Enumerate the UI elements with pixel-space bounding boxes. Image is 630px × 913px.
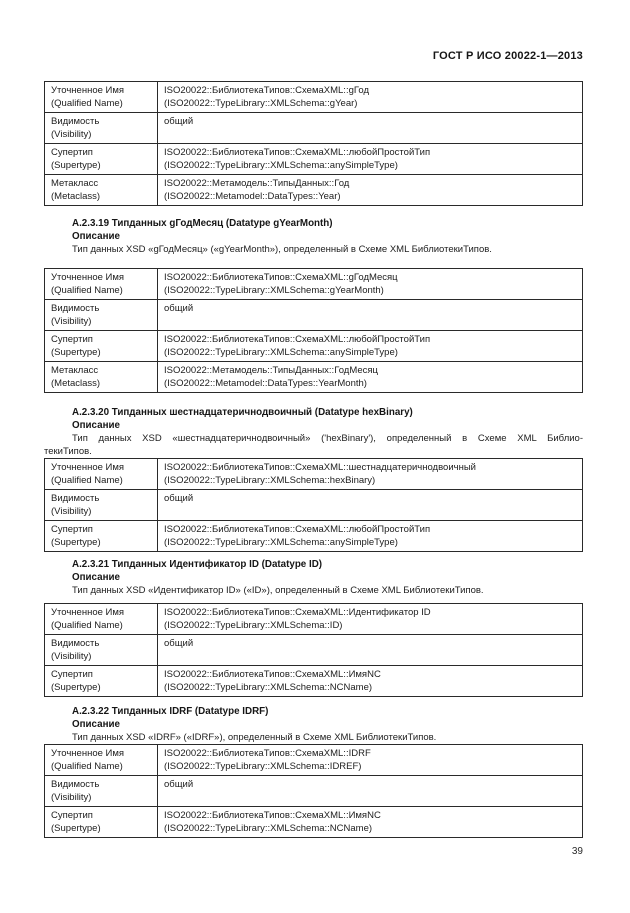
value-line: (ISO20022::Metamodel::DataTypes::YearMonth) xyxy=(164,377,367,389)
label-line: Уточненное Имя xyxy=(51,607,125,618)
value-line: ISO20022::БиблиотекаТипов::СхемаXML::gГод xyxy=(164,85,369,96)
row-label-cell xyxy=(45,113,158,144)
row-label-cell xyxy=(45,604,158,635)
table-row xyxy=(45,807,583,838)
value-line: ISO20022::БиблиотекаТипов::СхемаXML::любойПростойТип xyxy=(164,334,431,345)
row-label-cell xyxy=(45,745,158,776)
table-row xyxy=(45,175,583,206)
value-line: (ISO20022::TypeLibrary::XMLSchema::IDREF) xyxy=(164,760,362,772)
row-label-cell xyxy=(45,459,158,490)
section-subheading: Описание xyxy=(72,572,120,583)
datatype-table-gyearmonth xyxy=(44,268,583,393)
value-line: ISO20022::БиблиотекаТипов::СхемаXML::IDRF xyxy=(164,748,371,759)
section-subheading: Описание xyxy=(72,420,120,431)
row-value-cell xyxy=(158,113,583,144)
row-value-cell xyxy=(158,604,583,635)
section-subheading: Описание xyxy=(72,231,120,242)
row-value-cell xyxy=(158,144,583,175)
value-line: ISO20022::Метамодель::ТипыДанных::Год xyxy=(164,178,350,189)
table-row xyxy=(45,604,583,635)
section-a2321 xyxy=(44,558,583,597)
label-line: (Qualified Name) xyxy=(51,619,123,631)
label-line: Видимость xyxy=(51,493,100,504)
value-line: (ISO20022::TypeLibrary::XMLSchema::hexBinary) xyxy=(164,474,376,486)
label-line: (Visibility) xyxy=(51,505,92,517)
value-line: (ISO20022::TypeLibrary::XMLSchema::anySimpleType) xyxy=(164,536,398,548)
row-value-cell xyxy=(158,635,583,666)
table-row xyxy=(45,490,583,521)
label-line: (Metaclass) xyxy=(51,377,101,389)
section-heading: A.2.3.21 Типданных Идентификатор ID (Datatype ID) xyxy=(72,559,323,570)
label-line: (Supertype) xyxy=(51,159,101,171)
value-line: общий xyxy=(164,116,194,127)
row-value-cell xyxy=(158,807,583,838)
row-label-cell xyxy=(45,666,158,697)
label-line: (Qualified Name) xyxy=(51,760,123,772)
page-number: 39 xyxy=(571,846,583,857)
table-row xyxy=(45,300,583,331)
section-body: Тип данных XSD «Идентификатор ID» («ID»), определенный в Схеме XML БиблиотекиТипов. xyxy=(72,585,484,596)
section-a2319 xyxy=(44,217,583,256)
label-line: Видимость xyxy=(51,638,100,649)
section-body-line: Тип данных XSD «шестнадцатеричнодвоичный» ('hexBinary'), определенный в Схеме XML Библио- xyxy=(72,433,583,444)
value-line: общий xyxy=(164,779,194,790)
value-line: (ISO20022::Metamodel::DataTypes::Year) xyxy=(164,190,341,202)
value-line: (ISO20022::TypeLibrary::XMLSchema::anySimpleType) xyxy=(164,159,398,171)
value-line: ISO20022::БиблиотекаТипов::СхемаXML::любойПростойТип xyxy=(164,524,431,535)
label-line: Уточненное Имя xyxy=(51,748,125,759)
label-line: Метакласс xyxy=(51,365,99,376)
row-value-cell xyxy=(158,82,583,113)
standard-designation: ГОСТ Р ИСО 20022-1—2013 xyxy=(432,50,583,62)
label-line: (Supertype) xyxy=(51,681,101,693)
label-line: Метакласс xyxy=(51,178,99,189)
value-line: ISO20022::БиблиотекаТипов::СхемаXML::gГодМесяц xyxy=(164,272,398,283)
label-line: (Supertype) xyxy=(51,346,101,358)
label-line: Супертип xyxy=(51,810,93,821)
value-line: (ISO20022::TypeLibrary::XMLSchema::gYear) xyxy=(164,97,358,109)
section-subheading: Описание xyxy=(72,719,120,730)
row-value-cell xyxy=(158,459,583,490)
value-line: общий xyxy=(164,303,194,314)
table-row xyxy=(45,362,583,393)
label-line: (Supertype) xyxy=(51,536,101,548)
row-value-cell xyxy=(158,521,583,552)
row-label-cell xyxy=(45,300,158,331)
section-heading: A.2.3.19 Типданных gГодМесяц (Datatype gYearMonth) xyxy=(72,218,333,229)
section-a2322 xyxy=(44,705,583,744)
label-line: Видимость xyxy=(51,779,100,790)
label-line: (Metaclass) xyxy=(51,190,101,202)
label-line: (Visibility) xyxy=(51,315,92,327)
label-line: (Qualified Name) xyxy=(51,474,123,486)
row-label-cell xyxy=(45,331,158,362)
table-row xyxy=(45,666,583,697)
row-label-cell xyxy=(45,144,158,175)
datatype-table-hexbinary xyxy=(44,458,583,552)
label-line: Супертип xyxy=(51,669,93,680)
label-line: Видимость xyxy=(51,116,100,127)
table-row xyxy=(45,521,583,552)
row-label-cell xyxy=(45,776,158,807)
row-value-cell xyxy=(158,776,583,807)
value-line: (ISO20022::TypeLibrary::XMLSchema::NCName) xyxy=(164,822,373,834)
row-label-cell xyxy=(45,269,158,300)
label-line: Уточненное Имя xyxy=(51,85,125,96)
row-label-cell xyxy=(45,175,158,206)
row-value-cell xyxy=(158,269,583,300)
row-label-cell xyxy=(45,82,158,113)
value-line: (ISO20022::TypeLibrary::XMLSchema::NCName) xyxy=(164,681,373,693)
row-label-cell xyxy=(45,490,158,521)
label-line: Уточненное Имя xyxy=(51,272,125,283)
label-line: (Qualified Name) xyxy=(51,284,123,296)
row-label-cell xyxy=(45,807,158,838)
value-line: ISO20022::БиблиотекаТипов::СхемаXML::шестнадцатеричнодвоичный xyxy=(164,462,476,473)
row-label-cell xyxy=(45,635,158,666)
row-value-cell xyxy=(158,666,583,697)
value-line: ISO20022::Метамодель::ТипыДанных::ГодМесяц xyxy=(164,365,378,376)
table-row xyxy=(45,745,583,776)
section-a2320 xyxy=(44,406,583,458)
row-value-cell xyxy=(158,300,583,331)
datatype-table-idref xyxy=(44,744,583,838)
label-line: Супертип xyxy=(51,524,93,535)
label-line: Уточненное Имя xyxy=(51,462,125,473)
table-row xyxy=(45,269,583,300)
table-row xyxy=(45,144,583,175)
label-line: (Qualified Name) xyxy=(51,97,123,109)
row-value-cell xyxy=(158,745,583,776)
row-value-cell xyxy=(158,362,583,393)
label-line: (Visibility) xyxy=(51,791,92,803)
value-line: (ISO20022::TypeLibrary::XMLSchema::gYearMonth) xyxy=(164,284,384,296)
datatype-table-gyear xyxy=(44,81,583,206)
value-line: (ISO20022::TypeLibrary::XMLSchema::ID) xyxy=(164,619,343,631)
value-line: (ISO20022::TypeLibrary::XMLSchema::anySimpleType) xyxy=(164,346,398,358)
section-body-line: текиТипов. xyxy=(44,446,92,457)
section-body: Тип данных XSD «IDRF» («IDRF»), определенный в Схеме XML БиблиотекиТипов. xyxy=(72,732,437,743)
section-heading: A.2.3.22 Типданных IDRF (Datatype IDRF) xyxy=(72,706,269,717)
section-body: Тип данных XSD «gГодМесяц» («gYearMonth»), определенный в Схеме XML БиблиотекиТипов. xyxy=(72,244,492,255)
label-line: Супертип xyxy=(51,147,93,158)
table-row xyxy=(45,459,583,490)
row-label-cell xyxy=(45,521,158,552)
value-line: ISO20022::БиблиотекаТипов::СхемаXML::ИмяNC xyxy=(164,810,381,821)
datatype-table-id xyxy=(44,603,583,697)
value-line: ISO20022::БиблиотекаТипов::СхемаXML::Идентификатор ID xyxy=(164,607,431,618)
value-line: общий xyxy=(164,638,194,649)
row-value-cell xyxy=(158,490,583,521)
label-line: (Visibility) xyxy=(51,650,92,662)
table-row xyxy=(45,82,583,113)
label-line: (Supertype) xyxy=(51,822,101,834)
row-value-cell xyxy=(158,331,583,362)
page-footer xyxy=(44,846,583,859)
section-heading: A.2.3.20 Типданных шестнадцатеричнодвоичный (Datatype hexBinary) xyxy=(72,407,413,418)
label-line: Супертип xyxy=(51,334,93,345)
table-row xyxy=(45,635,583,666)
label-line: (Visibility) xyxy=(51,128,92,140)
value-line: ISO20022::БиблиотекаТипов::СхемаXML::любойПростойТип xyxy=(164,147,431,158)
table-row xyxy=(45,331,583,362)
row-label-cell xyxy=(45,362,158,393)
table-row xyxy=(45,776,583,807)
label-line: Видимость xyxy=(51,303,100,314)
table-row xyxy=(45,113,583,144)
page-header xyxy=(44,50,583,63)
value-line: ISO20022::БиблиотекаТипов::СхемаXML::ИмяNC xyxy=(164,669,381,680)
row-value-cell xyxy=(158,175,583,206)
value-line: общий xyxy=(164,493,194,504)
